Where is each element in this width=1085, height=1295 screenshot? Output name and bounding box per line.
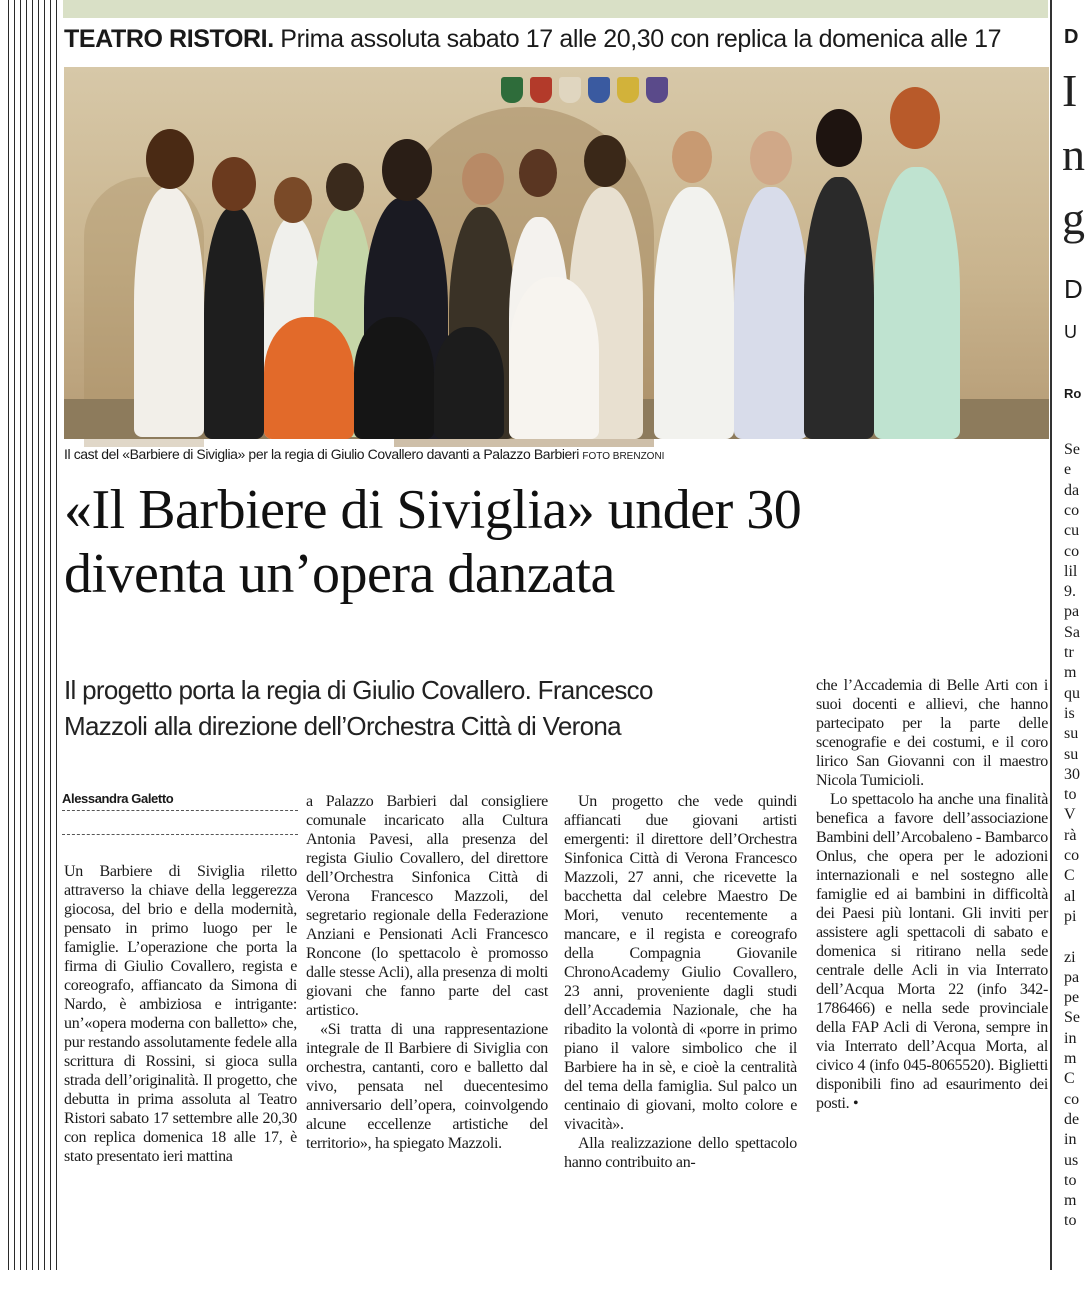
adjacent-text-line: to [1064, 786, 1077, 804]
adjacent-text-line: Sa [1064, 623, 1080, 641]
adjacent-text-line: to [1064, 1212, 1077, 1230]
adjacent-text-line: is [1064, 704, 1075, 722]
adjacent-text-line: pa [1064, 603, 1080, 621]
body-paragraph: Un progetto che vede quindi affiancati due giovani artisti emergenti: il direttore dell’Orchestra Sinfonica Città di Verona Francesco Mazzoli, 27 anni, che ricevette la bacchetta dal celebre Maestro De Mori, venuto recentemente a mancare, e il regista e coreografo della Compagnia Giovanile ChronoAcademy Giulio Covallero, 23 anni, proveniente dagli studi dell’Accademia Nazionale, che ha ribadito la volontà di «porre in primo piano il valore simbolico che il Barbiere ha in sè, e cioè la centralità del tema della famiglia. Sul palco un centinaio di giovani, molto colore e vivacità». [564, 793, 797, 1133]
photo-caption [64, 443, 1049, 465]
body-paragraph: che l’Accademia di Belle Arti con i suoi docenti e allievi, che hanno partecipato per la parte delle scenografie e dei costumi, e il coro lirico San Giovanni con il maestro Nicola Tumicioli. [816, 677, 1048, 789]
body-column-1 [64, 862, 297, 1166]
column-divider [1050, 0, 1052, 1270]
author-byline: Alessandra Galetto [62, 791, 174, 806]
byline-block [62, 790, 298, 838]
adjacent-deck-1: D [1064, 274, 1083, 304]
body-column-3 [564, 792, 797, 1172]
adjacent-text-line: m [1064, 1050, 1077, 1067]
adjacent-text-line: C [1064, 867, 1075, 885]
headline-line-2: diventa un’opera danzata [64, 543, 615, 605]
adjacent-text-line: us [1064, 1151, 1079, 1169]
subheadline-line-1: Il progetto porta la regia di Giulio Covallero. Francesco [64, 675, 653, 705]
kicker-venue: TEATRO RISTORI. [64, 25, 274, 53]
adjacent-text-line: pi [1064, 907, 1077, 925]
left-margin-rules [0, 0, 56, 1270]
byline-rule-bottom [62, 834, 298, 835]
adjacent-text-line: pa [1064, 968, 1080, 986]
adjacent-text-line: m [1064, 664, 1077, 682]
adjacent-byline: Ro [1064, 386, 1082, 401]
body-paragraph: «Si tratta di una rappresentazione integrale de Il Barbiere di Siviglia con orchestra, cantanti, coro e balletto dal vivo, pensata nel duecentesimo anniversario dell’opera, coinvolgendo alcune eccellenze artistiche del territorio», ha spiegato Mazzoli. [306, 1021, 548, 1152]
photo-caption-text: Il cast del «Barbiere di Siviglia» per la regia di Giulio Covallero davanti a Palazzo Barbieri [64, 446, 579, 462]
adjacent-headline-1: I [1062, 65, 1078, 116]
adjacent-text-line: in [1064, 1029, 1077, 1047]
subheadline [64, 672, 794, 744]
adjacent-deck-2: U [1064, 322, 1077, 342]
adjacent-text-line: pe [1064, 989, 1080, 1007]
subheadline-line-2: Mazzoli alla direzione dell’Orchestra Città di Verona [64, 711, 621, 741]
body-paragraph: a Palazzo Barbieri dal consigliere comunale incaricato alla Cultura Antonia Pavesi, alla presenza del regista Giulio Covallero, del direttore dell’Orchestra Sinfonica Città di Verona Francesco Mazzoli, del segretario regionale della Federazione Anziani e Pensionati Acli Francesco Roncone (lo spettacolo è promosso dalle stesse Acli), alla presenza di molti giovani che fanno parte del cast artistico. [306, 793, 548, 1019]
top-color-band [63, 0, 1048, 18]
adjacent-text-line: to [1064, 1171, 1077, 1189]
adjacent-text-line: co [1064, 542, 1080, 560]
body-paragraph: Un Barbiere di Siviglia riletto attraverso la chiave della leggerezza giocosa, del brio e della modernità, pensato in primo luogo per le famiglie. L’operazione che porta la firma di Giulio Covallero, regista e coreografo, affiancato da Simona di Nardo, è ambiziosa e intrigante: un’«opera moderna con balletto» che, pur restando assolutamente fedele alla scrittura di Rossini, si gioca sulla strada dell’originalità. Il progetto, che debutta in prima assoluta al Teatro Ristori sabato 17 settembre alle 20,30 con replica domenica 18 alle 17, è stato presentato ieri mattina [64, 863, 297, 1165]
adjacent-text-line: V [1064, 806, 1076, 824]
adjacent-text-line: al [1064, 887, 1076, 905]
adjacent-article-strip [1058, 0, 1085, 1270]
body-paragraph: Alla realizzazione dello spettacolo hanno contribuito an- [564, 1135, 797, 1171]
kicker-text: Prima assoluta sabato 17 alle 20,30 con replica la domenica alle 17 [280, 25, 1002, 53]
body-paragraph: Lo spettacolo ha anche una finalità benefica a favore dell’associazione Bambini dell’Arcobaleno - Bambarco Onlus, che opera per le adozioni internazionali e nel sostegno alle famiglie ed ai bambini in difficoltà dei Paesi più lontani. Gli inviti per assistere agli spettacoli di sabato e domenica si ritirano nella sede centrale delle Acli in via Interrato dell’Acqua Morta 22 (info 342-1786466) e nella sede provinciale della FAP Acli di Verona, sempre in via Interrato dell’Acqua Morta, al civico 4 (info 045-8065520). Biglietti disponibili fino ad esaurimento dei posti. • [816, 791, 1048, 1112]
cast-photo [64, 67, 1049, 439]
adjacent-headline-3: g [1062, 193, 1085, 244]
adjacent-headline-2: n [1062, 129, 1085, 180]
headline [64, 478, 1049, 606]
headline-line-1: «Il Barbiere di Siviglia» under 30 [64, 479, 802, 541]
adjacent-text-line: de [1064, 1110, 1080, 1128]
adjacent-text-line: e [1064, 461, 1072, 479]
kicker [64, 22, 1049, 56]
adjacent-text-line: lil [1064, 562, 1078, 580]
adjacent-text-line: cu [1064, 522, 1080, 540]
adjacent-text-line: Se [1064, 1009, 1080, 1027]
adjacent-text-line: rà [1064, 826, 1077, 844]
adjacent-text-line: Se [1064, 441, 1080, 458]
adjacent-kicker: D [1064, 26, 1079, 48]
adjacent-text-line: zi [1064, 948, 1076, 966]
body-column-4 [816, 676, 1048, 1113]
adjacent-text-line: 9. [1064, 583, 1076, 601]
adjacent-text-line: su [1064, 745, 1079, 763]
photo-credit: FOTO BRENZONI [582, 451, 665, 462]
adjacent-text-line: co [1064, 501, 1080, 519]
adjacent-text-line: da [1064, 481, 1080, 499]
adjacent-text-line: co [1064, 1090, 1080, 1108]
adjacent-text-line: co [1064, 847, 1080, 864]
body-column-2 [306, 792, 548, 1153]
adjacent-text-line: m [1064, 1192, 1077, 1210]
page-bottom-margin [0, 1270, 1080, 1295]
byline-rule-top [62, 810, 298, 811]
adjacent-text-line: qu [1064, 684, 1080, 702]
adjacent-text-line: tr [1064, 644, 1074, 661]
adjacent-text-line: in [1064, 1131, 1077, 1149]
adjacent-text-line: C [1064, 1070, 1075, 1088]
adjacent-text-line: su [1064, 725, 1079, 743]
adjacent-text-line: 30 [1064, 765, 1080, 783]
